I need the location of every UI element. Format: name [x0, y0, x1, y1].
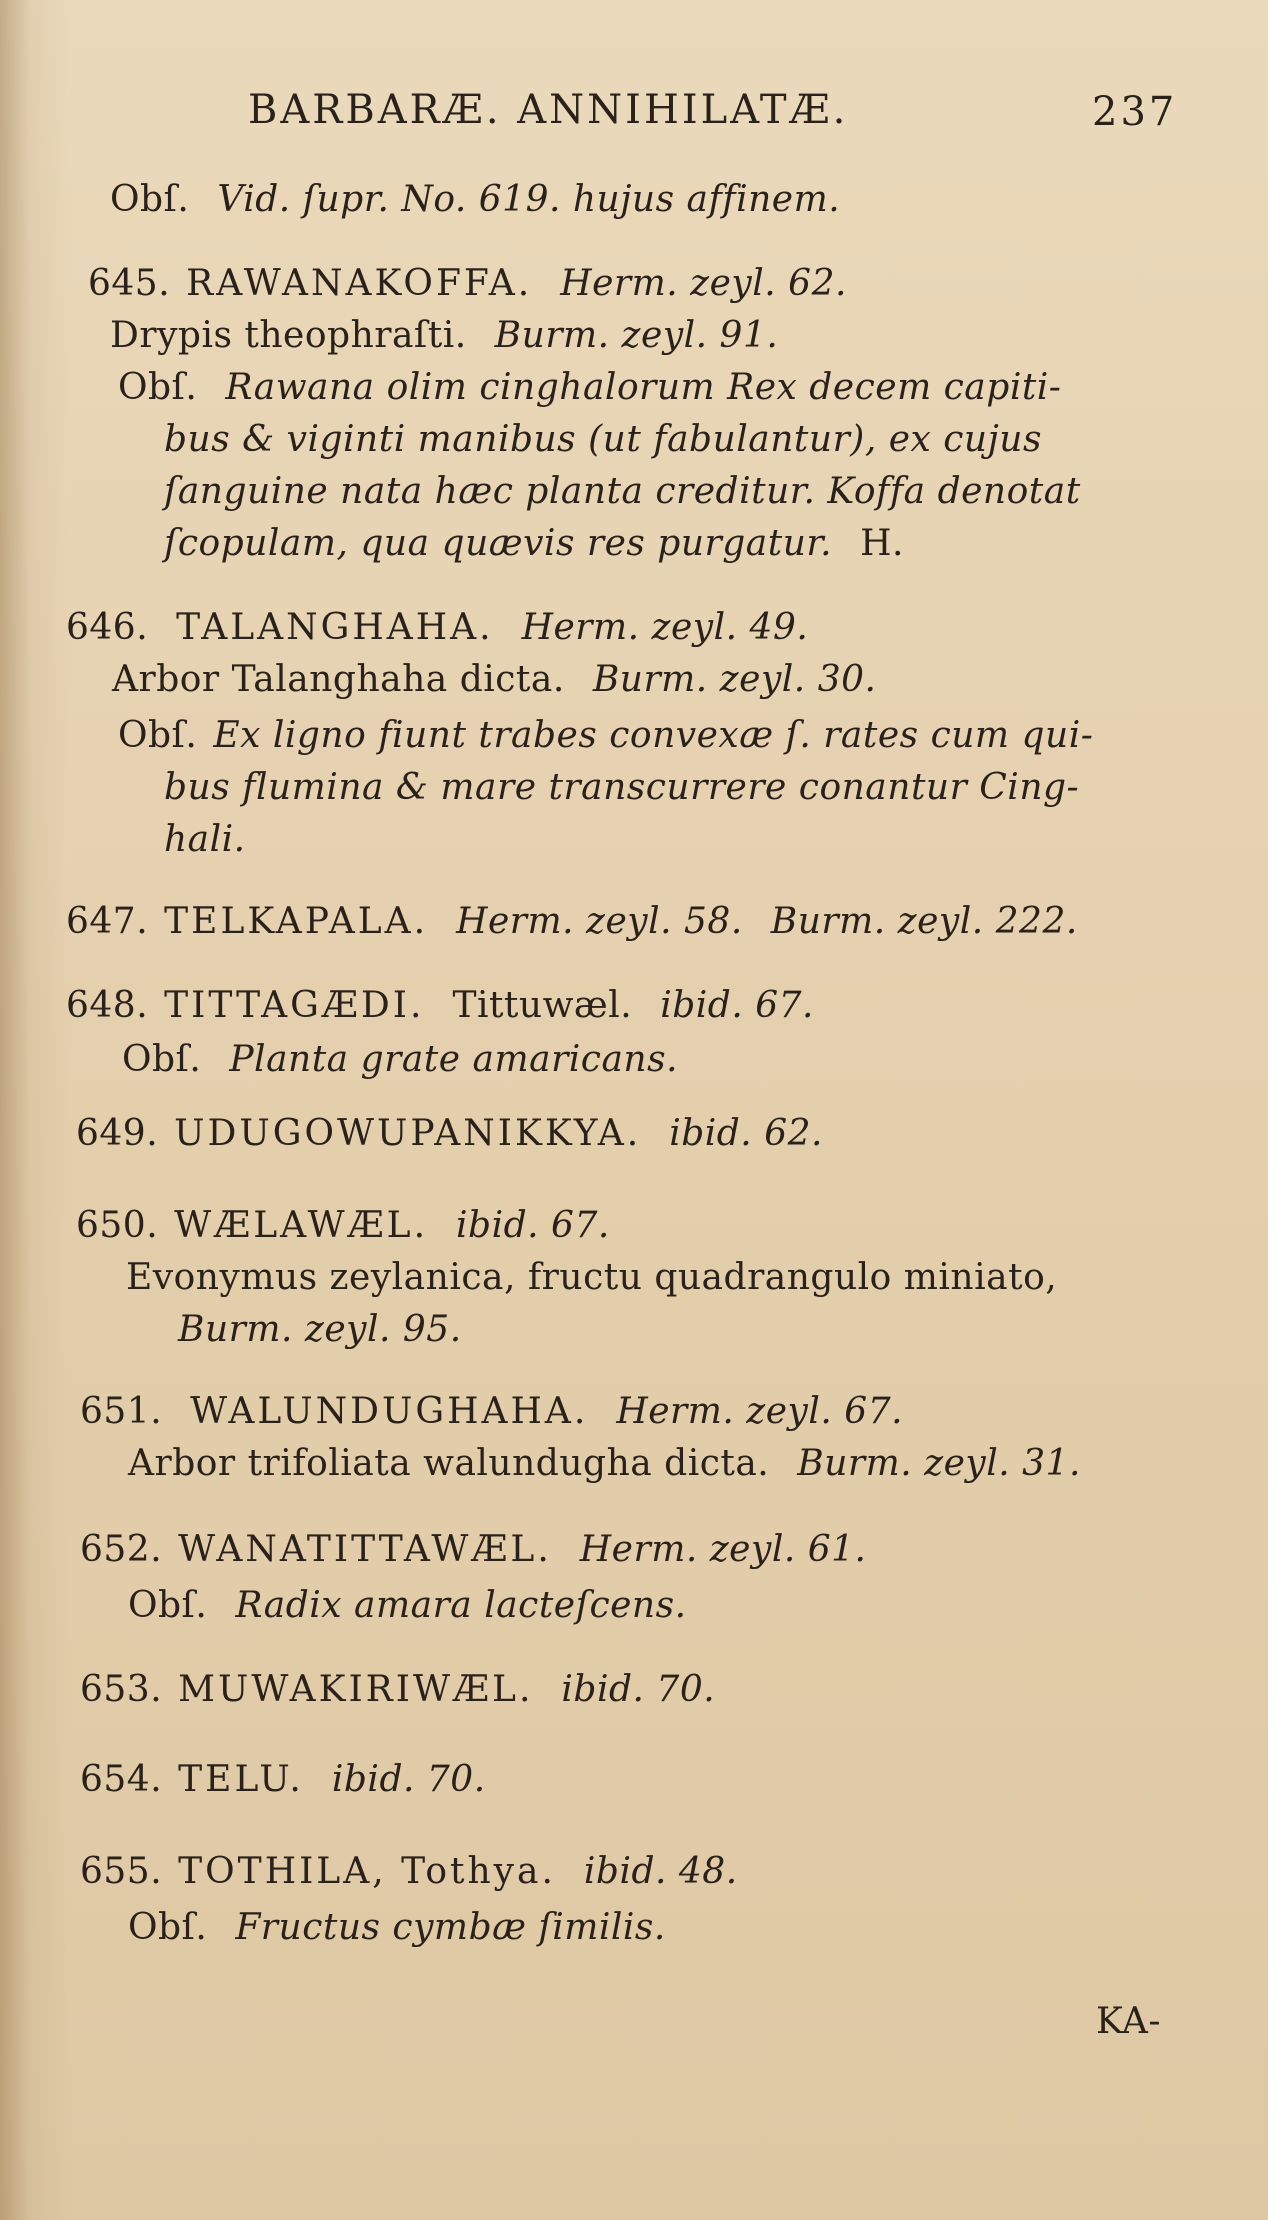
entry-646-synonym: Arbor Talanghaha dicta. Burm. zeyl. 30. [112, 659, 877, 700]
running-head [248, 88, 848, 132]
entry-646-observation: Obſ. Ex ligno fiunt trabes convexæ ſ. rates cum qui- [118, 715, 1094, 756]
entry-647-heading: 647. TELKAPALA. Herm. zeyl. 58. Burm. zeyl. 222. [66, 901, 1078, 942]
entry-645-observation-cont-2: ſanguine nata hæc planta creditur. Koffa denotat [164, 471, 1081, 512]
entry-648-heading: 648. TITTAGÆDI. Tittuwæl. ibid. 67. [66, 985, 814, 1026]
page-number: 237 [1092, 89, 1178, 135]
entry-652-heading: 652. WANATITTAWÆL. Herm. zeyl. 61. [80, 1529, 867, 1570]
entry-646-observation-cont-2: hali. [164, 819, 246, 860]
entry-651-synonym: Arbor trifoliata walundugha dicta. Burm. zeyl. 31. [128, 1443, 1081, 1484]
entry-650-heading: 650. WÆLAWÆL. ibid. 67. [76, 1205, 610, 1246]
entry-645-observation-cont-3: ſcopulam, qua quævis res purgatur. H. [164, 523, 904, 564]
entry-645-synonym: Drypis theophraſti. Burm. zeyl. 91. [110, 315, 779, 356]
entry-654-heading: 654. TELU. ibid. 70. [80, 1759, 486, 1800]
entry-646-observation-cont-1: bus flumina & mare transcurrere conantur Cing- [164, 767, 1080, 808]
entry-645-heading: 645. RAWANAKOFFA. Herm. zeyl. 62. [88, 263, 847, 304]
entry-645-observation: Obſ. Rawana olim cinghalorum Rex decem capiti- [118, 367, 1062, 408]
entry-644-observation: Obſ. Vid. ſupr. No. 619. hujus affinem. [110, 179, 841, 220]
entry-649-heading: 649. UDUGOWUPANIKKYA. ibid. 62. [76, 1113, 823, 1154]
catchword: KA- [1096, 2001, 1162, 2042]
entry-648-observation: Obſ. Planta grate amaricans. [122, 1039, 679, 1080]
entry-650-synonym: Evonymus zeylanica, fructu quadrangulo miniato, [126, 1257, 1058, 1298]
entry-655-heading: 655. TOTHILA, Tothya. ibid. 48. [80, 1851, 738, 1892]
entry-651-heading: 651. WALUNDUGHAHA. Herm. zeyl. 67. [80, 1391, 904, 1432]
entry-655-observation: Obſ. Fructus cymbæ ſimilis. [128, 1907, 666, 1948]
entry-645-observation-cont-1: bus & viginti manibus (ut fabulantur), ex cujus [164, 419, 1042, 460]
entry-650-synonym-cont: Burm. zeyl. 95. [178, 1309, 462, 1350]
entry-653-heading: 653. MUWAKIRIWÆL. ibid. 70. [80, 1669, 716, 1710]
running-head-title: BARBARÆ. ANNIHILATÆ. [248, 87, 849, 133]
entry-652-observation: Obſ. Radix amara lacteſcens. [128, 1585, 687, 1626]
entry-646-heading: 646. TALANGHAHA. Herm. zeyl. 49. [66, 607, 809, 648]
